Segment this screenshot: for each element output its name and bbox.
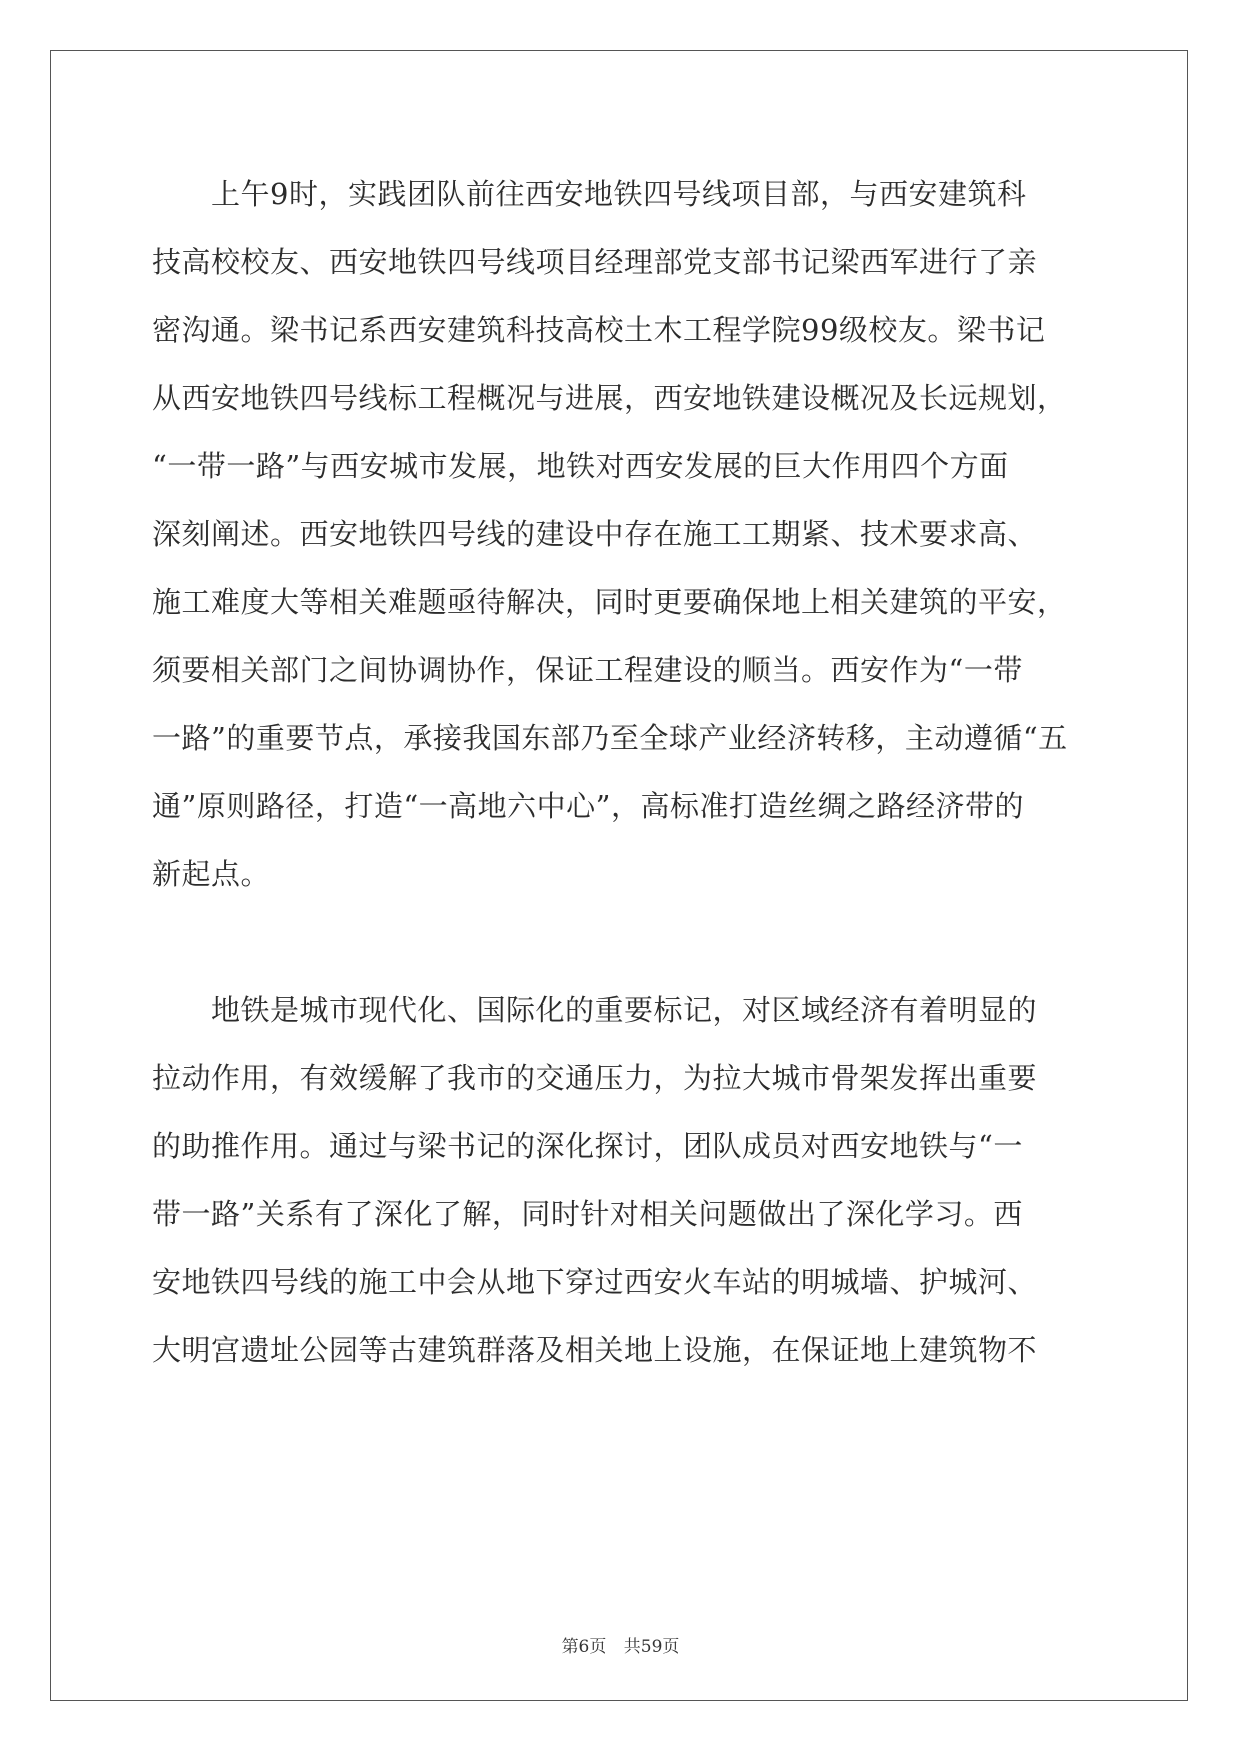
page-footer — [0, 1632, 1241, 1657]
paragraph-1 — [152, 160, 1092, 908]
text-line: 深刻阐述。西安地铁四号线的建设中存在施工工期紧、技术要求高、 — [152, 517, 1038, 551]
document-body — [152, 160, 1092, 1384]
text-line: 施工难度大等相关难题亟待解决，同时更要确保地上相关建筑的平安， — [152, 585, 1067, 619]
text-line: 一路”的重要节点，承接我国东部乃至全球产业经济转移，主动遵循“五 — [152, 721, 1068, 755]
text-line: 带一路”关系有了深化了解，同时针对相关问题做出了深化学习。西 — [152, 1197, 1023, 1231]
page-number: 第6页 — [561, 1637, 607, 1657]
text-line: 须要相关部门之间协调协作，保证工程建设的顺当。西安作为“一带 — [152, 653, 1023, 687]
text-line: 新起点。 — [152, 857, 271, 891]
text-line: 密沟通。梁书记系西安建筑科技高校土木工程学院99级校友。梁书记 — [152, 313, 1046, 347]
text-line: 地铁是城市现代化、国际化的重要标记，对区域经济有着明显的 — [152, 993, 1038, 1027]
text-line: 的助推作用。通过与梁书记的深化探讨，团队成员对西安地铁与“一 — [152, 1129, 1023, 1163]
text-line: 上午9时，实践团队前往西安地铁四号线项目部，与西安建筑科 — [152, 177, 1027, 211]
text-line: 技高校校友、西安地铁四号线项目经理部党支部书记梁西军进行了亲 — [152, 245, 1038, 279]
text-line: “一带一路”与西安城市发展，地铁对西安发展的巨大作用四个方面 — [152, 449, 1009, 483]
paragraph-gap — [152, 908, 1092, 976]
text-line: 安地铁四号线的施工中会从地下穿过西安火车站的明城墙、护城河、 — [152, 1265, 1038, 1299]
total-pages: 共59页 — [623, 1637, 680, 1657]
paragraph-2 — [152, 976, 1092, 1384]
text-line: 从西安地铁四号线标工程概况与进展，西安地铁建设概况及长远规划， — [152, 381, 1067, 415]
text-line: 拉动作用，有效缓解了我市的交通压力，为拉大城市骨架发挥出重要 — [152, 1061, 1038, 1095]
text-line: 通”原则路径，打造“一高地六中心”，高标准打造丝绸之路经济带的 — [152, 789, 1024, 823]
text-line: 大明宫遗址公园等古建筑群落及相关地上设施，在保证地上建筑物不 — [152, 1333, 1038, 1367]
